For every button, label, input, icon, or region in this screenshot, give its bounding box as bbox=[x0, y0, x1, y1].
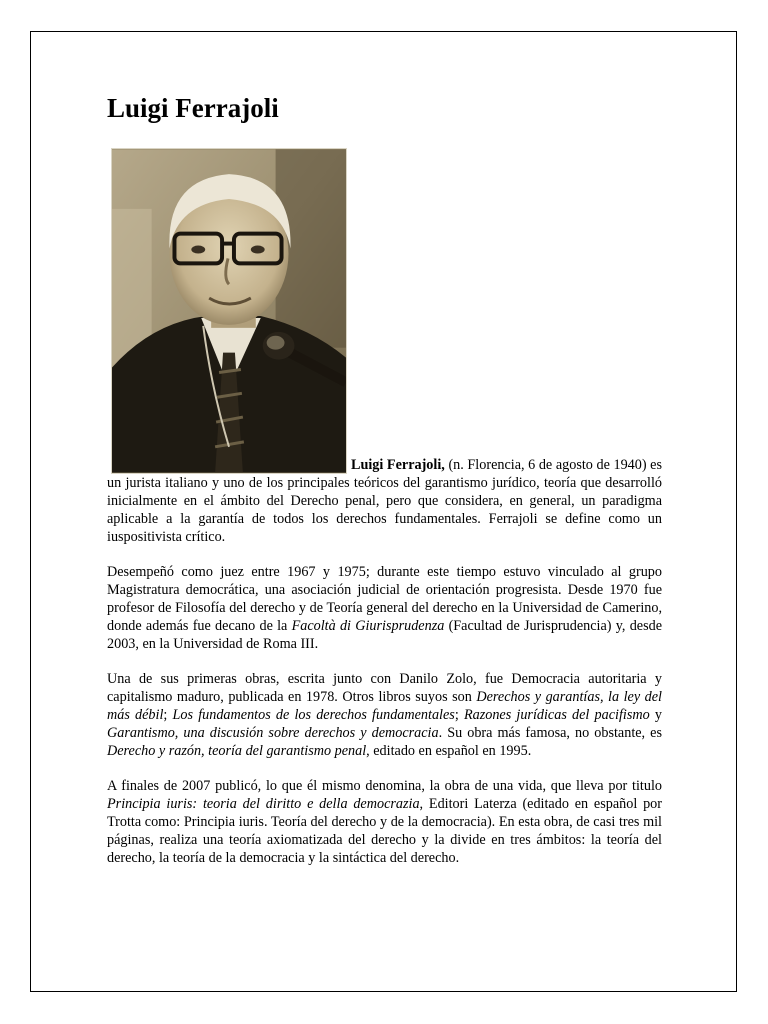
works-paragraph bbox=[107, 670, 662, 760]
works-italic-3: Razones jurídicas del pacifismo bbox=[463, 707, 650, 724]
career-paragraph bbox=[107, 563, 662, 653]
works-italic-5: Derecho y razón, teoría del garantismo penal bbox=[107, 743, 367, 760]
career-italic-faculty: Facoltà di Giurisprudenza bbox=[291, 618, 445, 635]
works-text-1: Una de sus primeras obras, escrita junto con Danilo Zolo, fue Democracia autoritaria y capitalismo maduro, publicada en 1978. Otros libros suyos son bbox=[107, 671, 662, 706]
principia-paragraph bbox=[107, 777, 662, 867]
intro-name-bold: Luigi Ferrajoli, bbox=[351, 457, 445, 474]
document-content bbox=[107, 92, 662, 884]
career-text-2: (Facultad de Jurisprudencia) y, desde 2003, en la Universidad de Roma III. bbox=[107, 618, 662, 653]
works-sep-3: y bbox=[649, 707, 662, 724]
works-italic-2: Los fundamentos de los derechos fundamentales bbox=[172, 707, 455, 724]
works-sep-2: ; bbox=[454, 707, 464, 724]
portrait-photo-icon bbox=[111, 148, 347, 474]
works-italic-1: Derechos y garantías, la ley del más débil bbox=[107, 689, 662, 724]
career-text-1: Desempeñó como juez entre 1967 y 1975; durante este tiempo estuvo vinculado al grupo Magistratura democrática, una asociación judicial de orientación progresista. Desde 1970 fue profesor de Filosofía del derecho y de Teoría general del derecho en la Universidad de Camerino, donde además fue decano de la bbox=[107, 564, 662, 635]
works-text-2: . Su obra más famosa, no obstante, es bbox=[438, 725, 662, 742]
principia-text-2: , Editori Laterza (editado en español por Trotta como: Principia iuris. Teoría del derecho y de la democracia). En esta obra, de casi tres mil páginas, realiza una teoría axiomatizada del derecho y la divide en tres ámbitos: la teoría del derecho, la teoría de la democracia y la sintáctica del derecho. bbox=[107, 796, 662, 867]
works-italic-4: Garantismo, una discusión sobre derechos y democracia bbox=[107, 725, 439, 742]
intro-paragraph bbox=[107, 148, 662, 546]
principia-italic-title: Principia iuris: teoria del diritto e della democrazia bbox=[107, 796, 420, 813]
works-text-3: , editado en español en 1995. bbox=[366, 743, 532, 760]
intro-text: (n. Florencia, 6 de agosto de 1940) es un jurista italiano y uno de los principales teóricos del garantismo jurídico, teoría que desarrolló inicialmente en el ámbito del Derecho penal, pero que considera, en general, un paradigma aplicable a la garantía de todos los derechos fundamentales. Ferrajoli se define como un iuspositivista crítico. bbox=[107, 457, 663, 546]
page-title: Luigi Ferrajoli bbox=[107, 93, 279, 123]
works-sep-1: ; bbox=[163, 707, 173, 724]
principia-text-1: A finales de 2007 publicó, lo que él mismo denomina, la obra de una vida, que lleva por titulo bbox=[107, 778, 662, 795]
